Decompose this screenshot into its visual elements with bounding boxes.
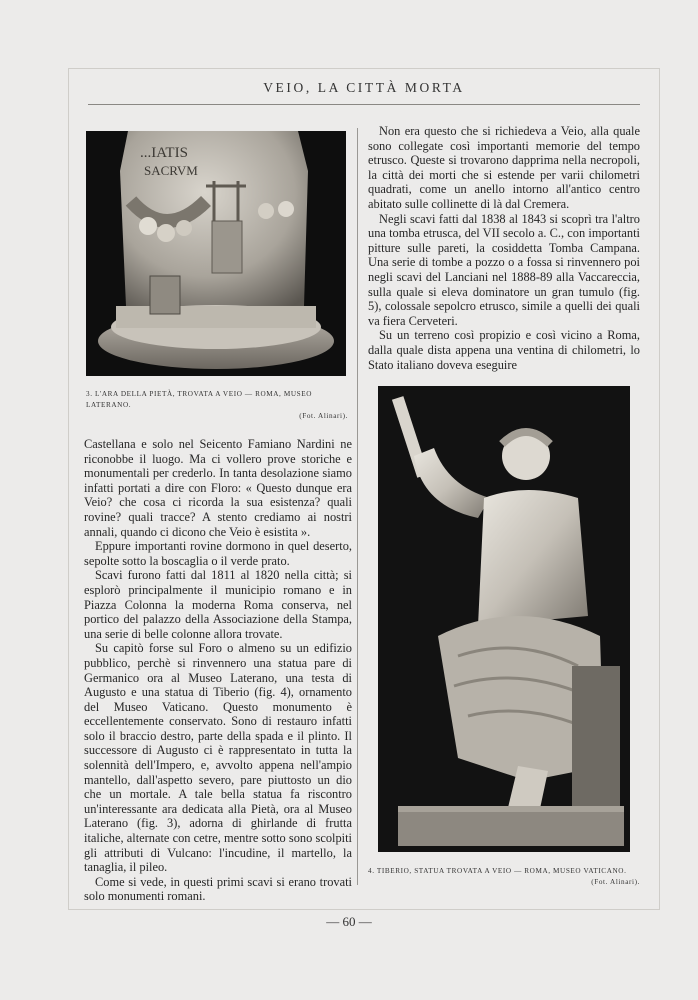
right-column-text — [368, 124, 640, 372]
left-column-text — [84, 437, 352, 904]
statue-illustration — [378, 386, 630, 852]
paragraph: Castellana e solo nel Seicento Famiano Nardini ne riconobbe il luogo. Ma ci vollero prove storiche e monumentali per crederlo. In tanta desolazione siamo infatti portati a dire con Floro: « Questo dunque era Veio? che cosa ci ricorda la sua esistenza? quali rovine? quali tracce? A stento crediamo ai nostri annali, quando ci dicono che Veio è esistita ». — [84, 437, 352, 539]
altar-illustration — [86, 131, 346, 376]
page-number: — 60 — — [326, 914, 372, 929]
figure-3-credit: (Fot. Alinari). — [299, 412, 348, 420]
paragraph: Come si vede, in questi primi scavi si erano trovati solo monumenti romani. — [84, 874, 352, 904]
figure-3-altar-photo — [86, 131, 346, 376]
paragraph: Eppure importanti rovine dormono in quel deserto, sepolte sotto la boscaglia o il verde prato. — [84, 539, 352, 568]
paragraph: Negli scavi fatti dal 1838 al 1843 si scoprì tra l'altro una tomba etrusca, del VII secolo a. C., con importanti pitture sulle pareti, la cosiddetta Tomba Campana. Una serie di tombe a pozzo o a fossa si rinvennero poi negli scavi del Lanciani nel 1888-89 alla Vaccareccia, sulla quale si eleva dominatore un gran tumulo (fig. 5), colossale sepolcro etrusco, simile a quelli dei quali va fiera Cerveteri. — [368, 211, 640, 328]
figure-4-credit: (Fot. Alinari). — [591, 878, 640, 886]
running-head: VEIO, LA CITTÀ MORTA — [263, 80, 465, 95]
figure-3-caption-text: 3. L'ARA DELLA PIETÀ, TROVATA A VEIO — ROMA, MUSEO LATERANO. — [86, 390, 312, 409]
paragraph: Scavi furono fatti dal 1811 al 1820 nella città; si esplorò principalmente il municipio romano e in Piazza Colonna la moderna Roma conserva, nel portico del palazzo della Associazione della Stampa, una serie di belle colonne allora trovate. — [84, 568, 352, 641]
column-divider — [357, 128, 358, 885]
figure-4-statue-photo — [378, 386, 630, 852]
header-rule — [88, 104, 640, 105]
altar-inscription-line-2: SACRVM — [144, 163, 198, 178]
figure-4-caption — [368, 866, 640, 888]
paragraph: Non era questo che si richiedeva a Veio, alla quale sono collegate così importanti memorie del tempo etrusco. Queste si trovarono dapprima nella necropoli, la città dei morti che si estende per varii chilometri quadrati, come un anello intorno all'antico centro abitato sulle collinette di là dal Cremera. — [368, 124, 640, 211]
figure-4-caption-text: 4. TIBERIO, STATUA TROVATA A VEIO — ROMA, MUSEO VATICANO. — [368, 867, 627, 875]
figure-3-caption — [86, 389, 348, 422]
paragraph: Su un terreno così propizio e così vicino a Roma, dalla quale dista appena una ventina di chilometri, lo Stato italiano doveva eseguire — [368, 328, 640, 372]
altar-inscription-line-1: ...IATIS — [140, 145, 188, 161]
paragraph: Su capitò forse sul Foro o almeno su un edifizio pubblico, perchè si rinvennero una statua pare di Germanico ora al Museo Laterano, una testa di Augusto e una statua di Tiberio (fig. 4), ornamento del Museo Vaticano. Questo monumento è eccellentemente conservato. Sono di restauro infatti solo il braccio destro, parte della spada e il plinto. Il successore di Augusto ci è rappresentato in tutta la solennità dell'Impero, e, avvolto appena nell'ampio mantello, dall'aspetto severo, pare piuttosto un dio che un mortale. A tale bella statua fa riscontro un'interessante ara dedicata alla Pietà, ora al Museo Laterano (fig. 3), adorna di ghirlande di frutta italiche, alternate con cetre, mentre sotto sono scolpiti gli attributi di Vulcano: l'incudine, il martello, la tanaglia, il pileo. — [84, 641, 352, 875]
